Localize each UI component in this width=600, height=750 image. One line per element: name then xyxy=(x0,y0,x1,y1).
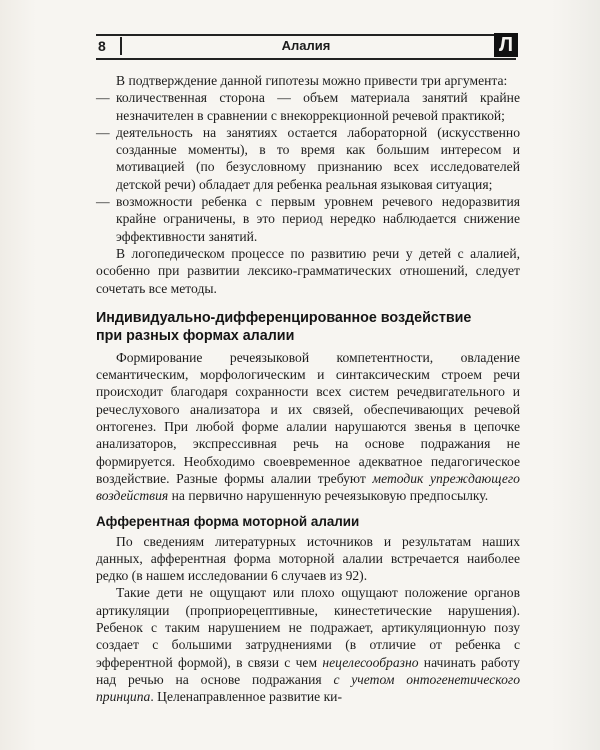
section-heading-line1: Индивидуально-дифференцированное воздействие xyxy=(96,309,472,326)
section1-para-start: Формирование речеязыковой компетентности, овладение семантическим, морфологическим и синтаксическим строем речи происходит благодаря сохранности всех систем речедвигательного и речеслухового анализатора и их связей, обеспечивающих речевой онтогенез. При любой форме алалии нарушаются звенья в цепочке анализаторов, экспрессивная речь на основе подражания не формируется. Необходимо своевременное адекватное педагогическое воздействие. Разные формы алалии требуют xyxy=(96,349,520,486)
argument-item xyxy=(96,89,520,124)
argument-text: деятельность на занятиях остается лабораторной (искусственно созданные моменты), в то время как большим интересом и мотивацией (по безусловному признанию всех исследователей детской речи) обладает для ребенка реальная языковая ситуация; xyxy=(116,124,520,192)
subsection-heading: Афферентная форма моторной алалии xyxy=(96,513,360,529)
section-heading xyxy=(96,309,520,345)
section-letter-tab: Л xyxy=(494,33,518,57)
intro-lead: В подтверждение данной гипотезы можно привести три аргумента: xyxy=(116,73,508,88)
section1-paragraph xyxy=(96,349,520,505)
section2-emphasis-2: с учетом онтогенетического принципа xyxy=(96,671,521,705)
argument-text: возможности ребенка с первым уровнем речевого недоразвития крайне ограничены, в это период нередко наблюдается снижение эффективности занятий. xyxy=(116,194,520,244)
section2-paragraph1: По сведениям литературных источников и результатам наших данных, афферентная форма моторной алалии встречается наиболее редко (в нашем исследовании 6 случаев из 92). xyxy=(96,533,520,584)
running-title: Алалия xyxy=(281,38,331,53)
page-body xyxy=(96,72,520,706)
argument-item xyxy=(96,124,520,193)
section-heading-line2: при разных формах алалии xyxy=(96,327,295,344)
argument-text: количественная сторона — объем материала занятий крайне незначителен в сравнении с внекоррекционной речевой практикой; xyxy=(116,90,520,123)
section2-para-start: Такие дети не ощущают или плохо ощущают положение органов артикуляции (проприорецептивные, кинестетические нарушения). Ребенок с таким нарушением не подражает, артикуляционную позу создает с большими затруднениями (в отличие от ребенка с эфферентной формой), в связи с чем xyxy=(96,585,520,670)
section2-emphasis-1: нецелесообразно xyxy=(322,654,419,670)
section2-para-end: . Целенаправленное развитие ки- xyxy=(150,689,342,705)
running-header xyxy=(96,34,516,60)
section2-para-mid: начинать работу над речью на основе подражания xyxy=(96,654,520,687)
section2-paragraph2 xyxy=(96,584,520,705)
dash-bullet: — xyxy=(96,90,110,106)
argument-item xyxy=(96,193,520,245)
intro-conclusion: В логопедическом процессе по развитию речи у детей с алалией, особенно при развитии лексико-грамматических отношений, следует сочетать все методы. xyxy=(96,245,520,296)
section1-para-end: на первично нарушенную речеязыковую предпосылку. xyxy=(171,488,489,504)
dash-bullet: — xyxy=(96,124,110,140)
page-number: 8 xyxy=(98,37,122,55)
section1-para-emphasis: методик упреждающего воздействия xyxy=(96,470,520,504)
dash-bullet: — xyxy=(96,194,110,210)
